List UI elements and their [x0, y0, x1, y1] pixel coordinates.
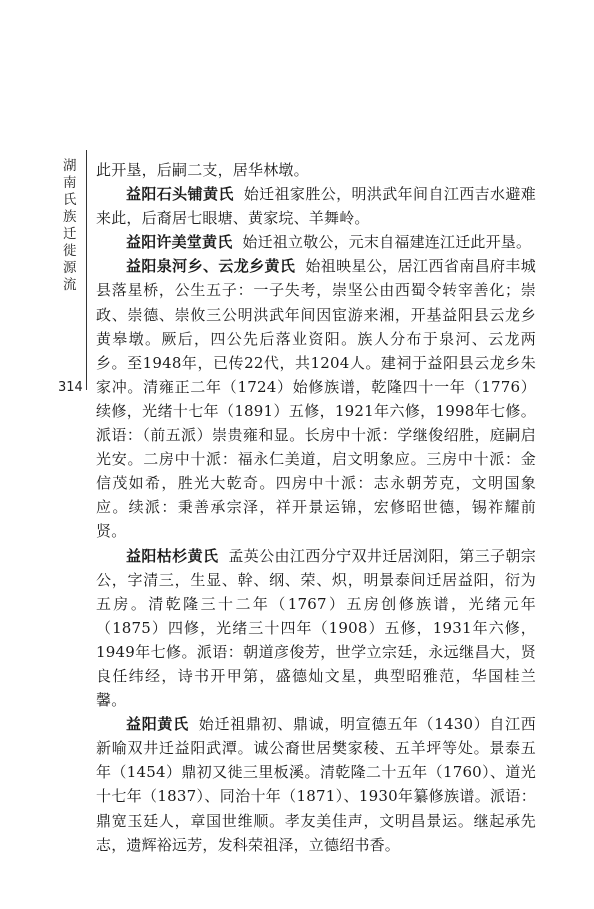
- entry-text: 孟英公由江西分宁双井迁居浏阳，第三子朝宗公，字清三，生显、幹、纲、荣、炽，明景泰间迁居益阳，衍为五房。清乾隆三十二年（1767）五房创修族谱，光绪元年（1875）四修，光绪三十四年（1908）五修，1931年六修，1949年七修。派语：朝道彦俊芳，世学立宗廷，永远继昌大，贤良任纬经，诗书开甲第，盛德灿文星，典型昭雅范，华国桂兰馨。: [96, 546, 536, 710]
- entry-title: 益阳枯杉黄氏: [126, 546, 219, 565]
- text-body: [96, 158, 536, 857]
- margin-rule: [86, 150, 87, 390]
- opening-line: 此开垦，后嗣二支，居华林墩。: [96, 161, 309, 179]
- page-number: 314: [58, 380, 83, 395]
- entry-shitoupu-huang: [96, 182, 536, 230]
- running-title: 湖南氏族迁徙源流: [63, 158, 77, 293]
- entry-xumeitang-huang: [96, 230, 536, 254]
- entry-text: 始迁祖鼎初、鼎诚，明宣德五年（1430）自江西新喻双井迁益阳武潭。诚公裔世居樊家稜、五羊坪等处。景泰五年（1454）鼎初又徙三里板溪。清乾隆二十五年（1760）、道光十七年（1837）、同治十年（1871）、1930年纂修族谱。派语：鼎宽玉廷人，章国世维顺。孝友美佳声，文明昌景运。继起承先志，遗辉裕远芳，发科荣祖泽，立德绍书香。: [96, 715, 536, 854]
- entry-text: 始祖映星公，居江西省南昌府丰城县落星桥，公生五子：一子失考，崇坚公由西蜀令转宰善化；崇政、崇德、崇攸三公明洪武年间因宦游来湘，开基益阳县云龙乡黄皋墩。厥后，四公先后落业资阳。族人分布于泉河、云龙两乡。至1948年，已传22代，共1204人。建祠于益阳县云龙乡朱家冲。清雍正二年（1724）始修族谱，乾隆四十一年（1776）续修，光绪十七年（1891）五修，1921年六修，1998年七修。派语：（前五派）崇贵雍和显。长房中十派：学继俊绍胜，庭嗣启光安。二房中十派：福永仁美道，启文明象应。三房中十派：金信茂如希，胜光大乾奇。四房中十派：志永朝芳克，文明国象应。续派：秉善承宗泽，祥开景运锦，宏修昭世德，锡祚耀前贤。: [96, 257, 536, 541]
- entry-kushan-huang: [96, 544, 536, 713]
- entry-quanhe-yunlong-huang: [96, 254, 536, 543]
- entry-title: 益阳黄氏: [126, 715, 189, 734]
- entry-title: 益阳石头铺黄氏: [126, 185, 234, 204]
- entry-yiyang-huang: [96, 712, 536, 857]
- entry-title: 益阳许美堂黄氏: [126, 233, 233, 252]
- entry-text: 始迁祖立敬公，元末自福建连江迁此开垦。: [242, 233, 532, 252]
- entry-title: 益阳泉河乡、云龙乡黄氏: [126, 257, 296, 276]
- entry-text: 始迁祖家胜公，明洪武年间自江西吉水避难来此，后裔居七眼塘、黄家垸、羊舞岭。: [96, 185, 536, 228]
